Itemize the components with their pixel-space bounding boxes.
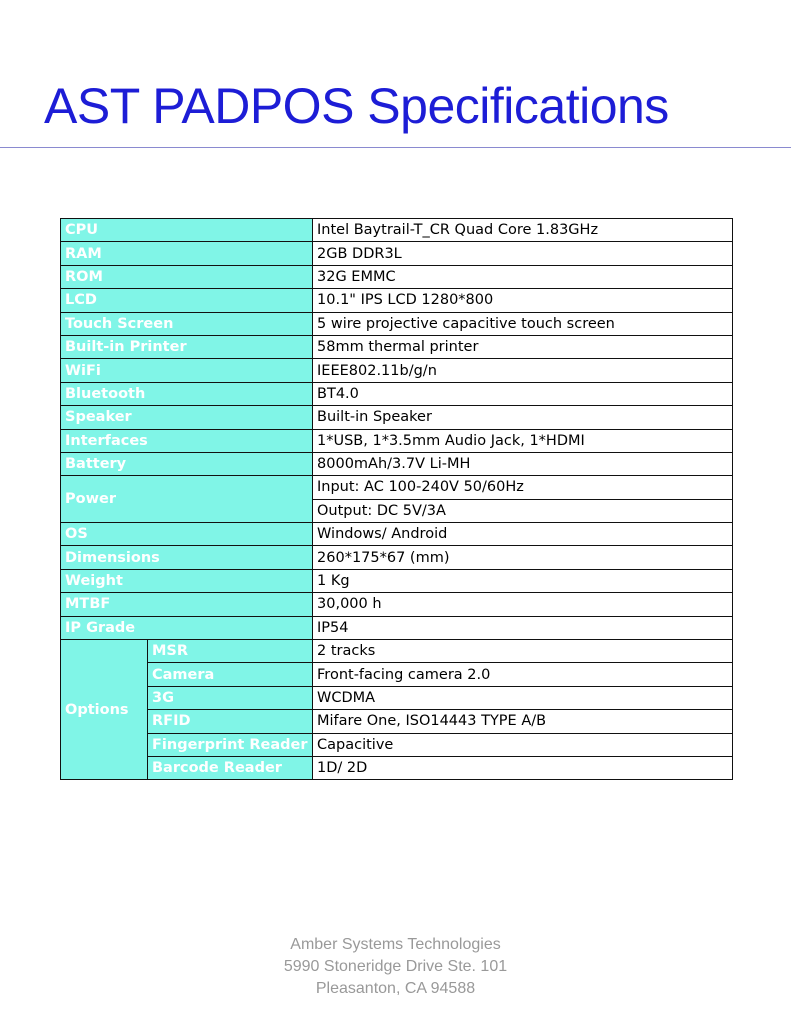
spec-value: 1 Kg [313,569,733,592]
table-row [61,219,733,242]
spec-value: 58mm thermal printer [313,335,733,358]
option-value: Front-facing camera 2.0 [313,663,733,686]
spec-label: WiFi [61,359,313,382]
table-row [61,569,733,592]
option-label: RFID [148,710,313,733]
table-row [61,616,733,639]
spec-value: BT4.0 [313,382,733,405]
spec-value: 30,000 h [313,593,733,616]
option-label: Barcode Reader [148,756,313,779]
table-row [61,593,733,616]
spec-value: Windows/ Android [313,523,733,546]
table-row [61,265,733,288]
option-value: Capacitive [313,733,733,756]
footer-street: 5990 Stoneridge Drive Ste. 101 [283,958,508,975]
spec-value: IP54 [313,616,733,639]
spec-value: 10.1" IPS LCD 1280*800 [313,289,733,312]
footer-company: Amber Systems Technologies [290,936,501,953]
table-row [61,710,733,733]
footer-city: Pleasanton, CA 94588 [315,980,476,997]
option-label: Fingerprint Reader [148,733,313,756]
table-row [61,733,733,756]
spec-value: IEEE802.11b/g/n [313,359,733,382]
table-row [61,335,733,358]
spec-value: 2GB DDR3L [313,242,733,265]
spec-label: Battery [61,452,313,475]
spec-label: LCD [61,289,313,312]
spec-value: Intel Baytrail-T_CR Quad Core 1.83GHz [313,219,733,242]
table-row [61,382,733,405]
title-divider [0,147,791,148]
options-label: Options [61,640,148,780]
spec-label: Touch Screen [61,312,313,335]
table-row [61,429,733,452]
table-row [61,640,733,663]
spec-value: 5 wire projective capacitive touch screen [313,312,733,335]
spec-label: RAM [61,242,313,265]
spec-value: Built-in Speaker [313,406,733,429]
spec-label: Speaker [61,406,313,429]
table-row [61,523,733,546]
table-row [61,663,733,686]
table-row [61,406,733,429]
spec-value: 1*USB, 1*3.5mm Audio Jack, 1*HDMI [313,429,733,452]
spec-label: CPU [61,219,313,242]
table-row [61,476,733,499]
spec-value: 8000mAh/3.7V Li-MH [313,452,733,475]
spec-label: Dimensions [61,546,313,569]
option-value: Mifare One, ISO14443 TYPE A/B [313,710,733,733]
spec-label: IP Grade [61,616,313,639]
spec-label: Built-in Printer [61,335,313,358]
table-row [61,359,733,382]
spec-label: Interfaces [61,429,313,452]
spec-label: ROM [61,265,313,288]
spec-label: MTBF [61,593,313,616]
option-value: 2 tracks [313,640,733,663]
page-title: AST PADPOS Specifications [44,78,669,134]
spec-value: 260*175*67 (mm) [313,546,733,569]
table-row [61,289,733,312]
table-row [61,312,733,335]
option-value: 1D/ 2D [313,756,733,779]
spec-label: OS [61,523,313,546]
table-row [61,686,733,709]
spec-label: Power [61,476,313,523]
option-label: Camera [148,663,313,686]
option-label: 3G [148,686,313,709]
option-value: WCDMA [313,686,733,709]
spec-value: 32G EMMC [313,265,733,288]
spec-value: Input: AC 100-240V 50/60Hz [313,476,733,499]
spec-table [60,218,733,780]
spec-label: Weight [61,569,313,592]
table-row [61,452,733,475]
spec-label: Bluetooth [61,382,313,405]
table-row [61,546,733,569]
spec-value: Output: DC 5V/3A [313,499,733,522]
table-row [61,242,733,265]
option-label: MSR [148,640,313,663]
table-row [61,756,733,779]
